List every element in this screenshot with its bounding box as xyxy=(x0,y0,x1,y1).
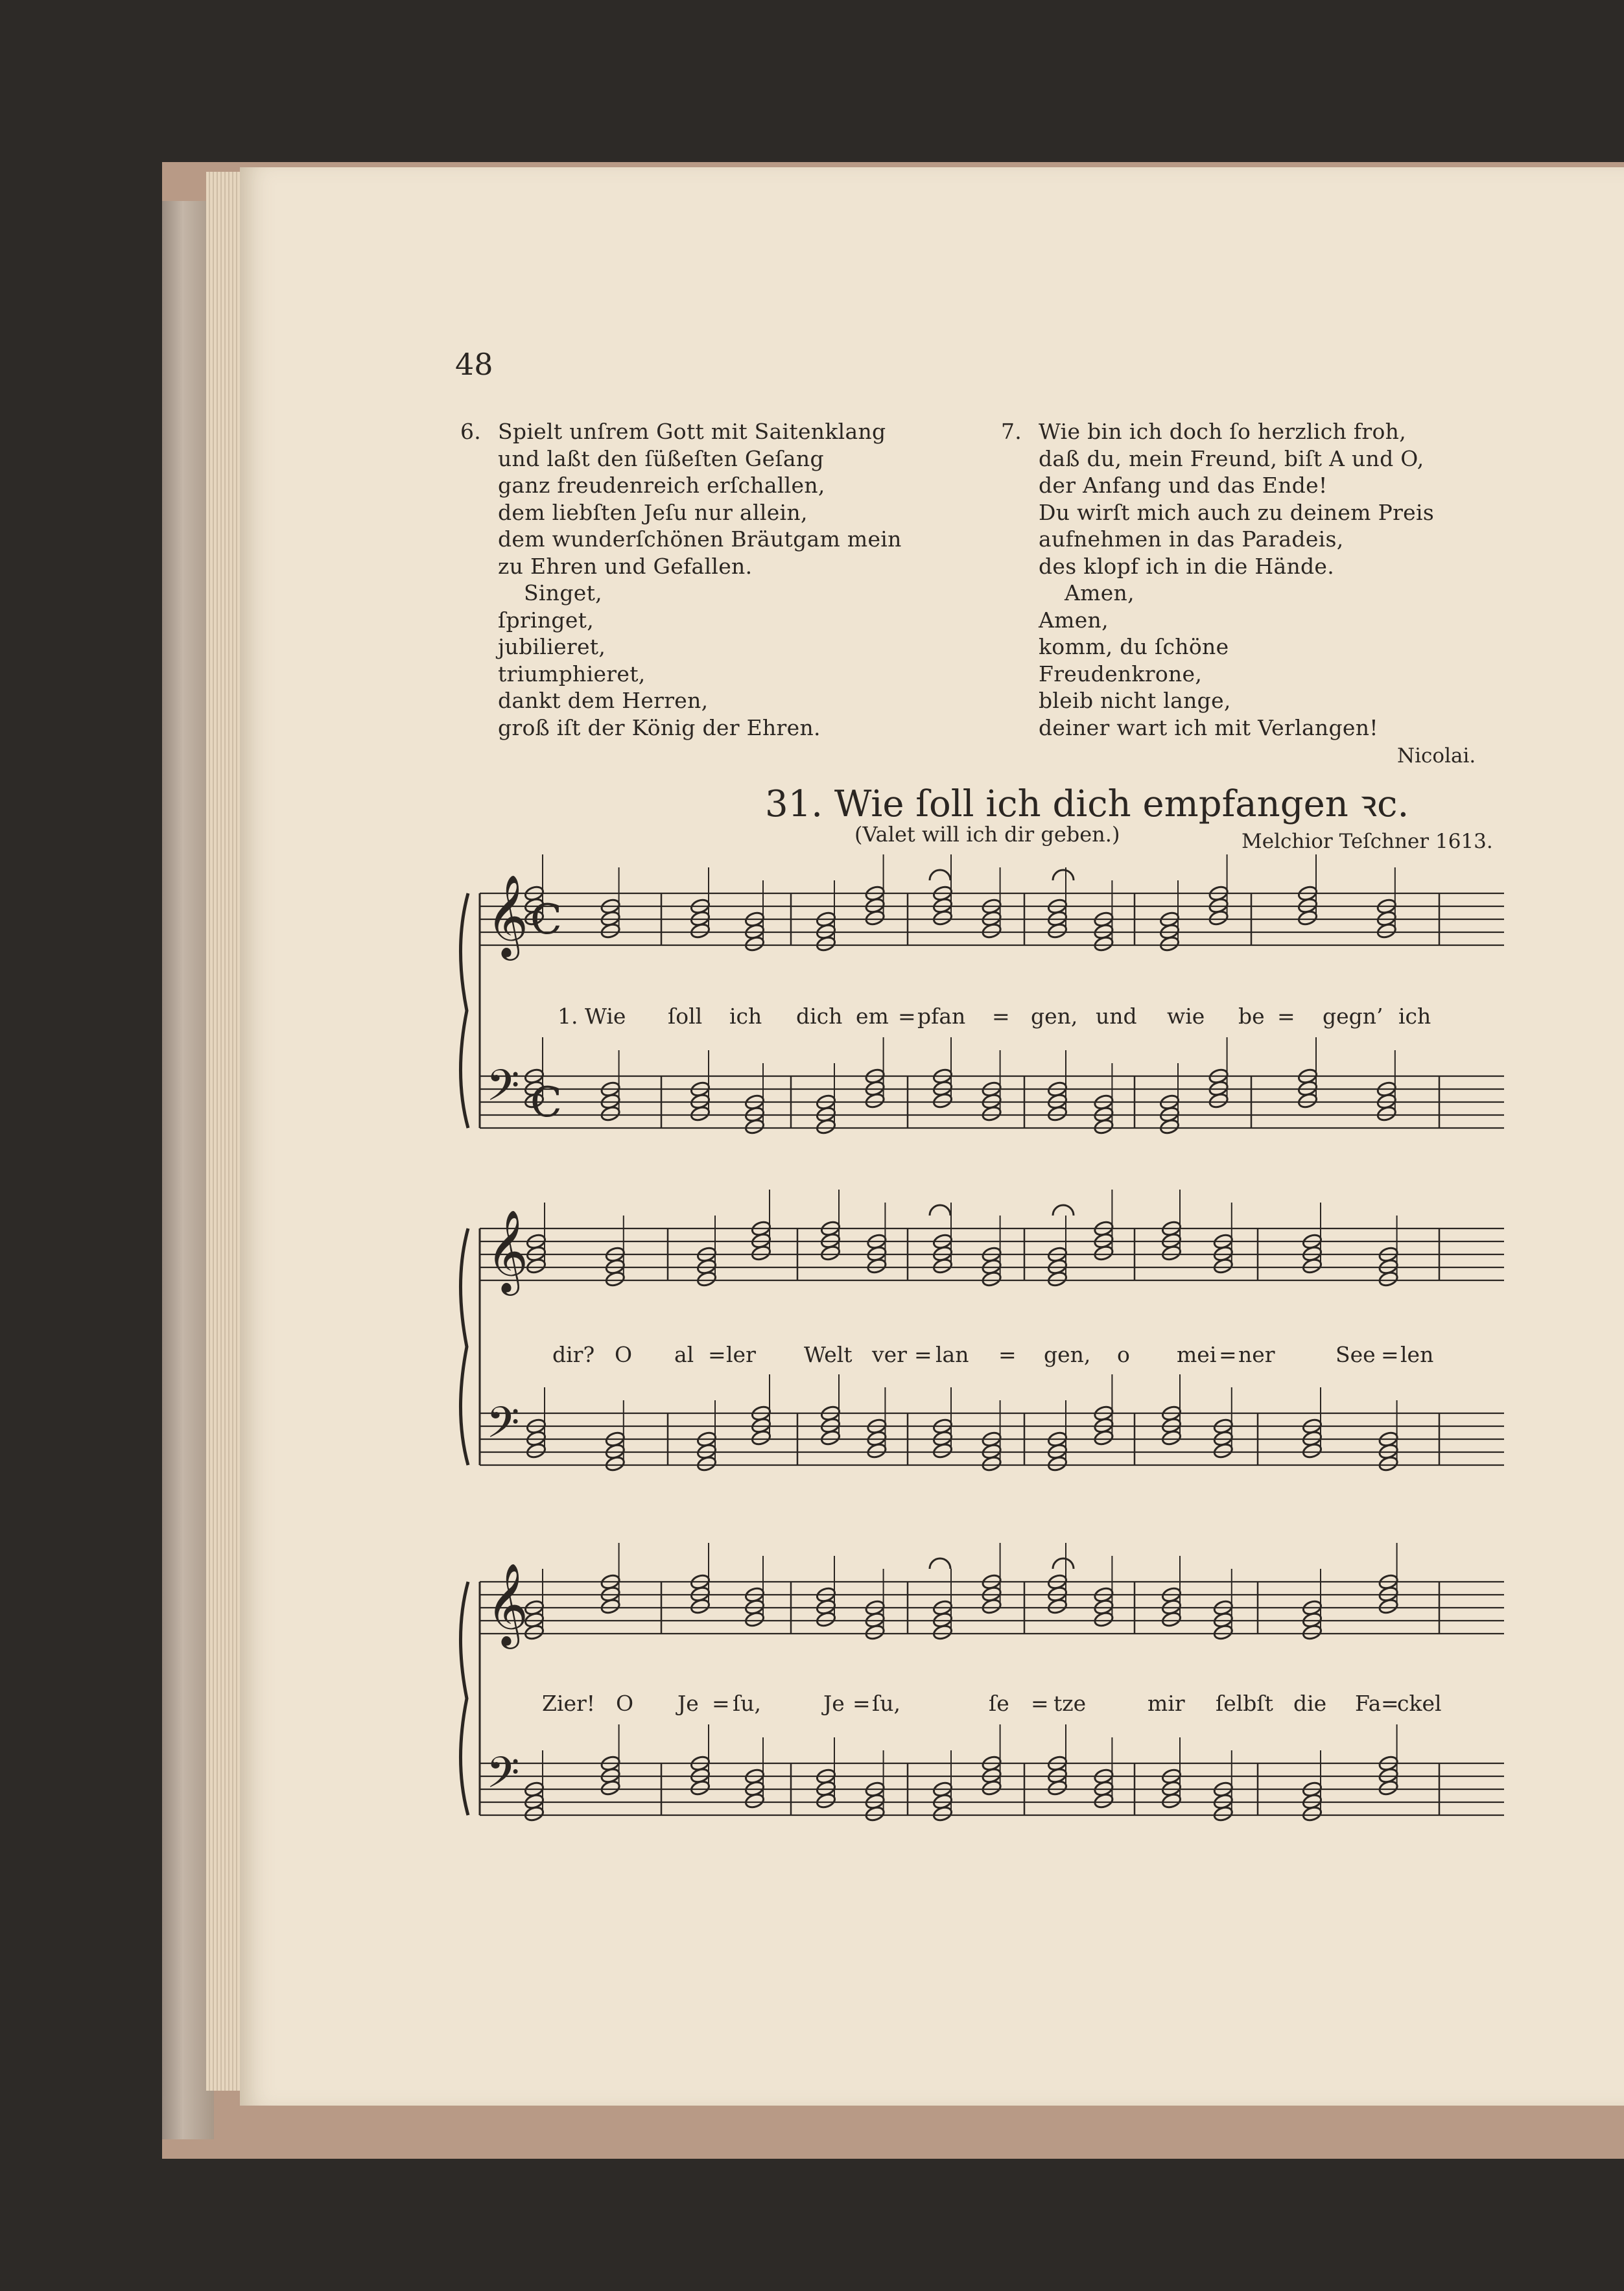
note-head xyxy=(690,1105,711,1122)
lyric-syllable: Fa xyxy=(1355,1691,1382,1716)
lyric-syllable: ner xyxy=(1238,1342,1275,1367)
note-head xyxy=(981,922,1002,939)
note-head xyxy=(1047,1271,1068,1287)
note-head xyxy=(744,1118,765,1135)
verse-line: des klopf ich in die Hände. xyxy=(1039,553,1335,579)
lyric-syllable: = xyxy=(1031,1691,1049,1716)
note-head xyxy=(1378,1780,1398,1796)
music-systems xyxy=(460,854,1504,1822)
lyric-syllable: O xyxy=(616,1691,634,1716)
lyric-syllable: = xyxy=(992,1004,1010,1029)
note-head xyxy=(981,1105,1002,1122)
fermata xyxy=(930,1558,950,1569)
lyric-syllable: tze xyxy=(1053,1691,1087,1716)
note-head xyxy=(1376,1105,1397,1122)
lyric-syllable: dich xyxy=(796,1004,843,1029)
note-head xyxy=(981,1271,1002,1287)
bass-clef: 𝄢 xyxy=(486,1748,520,1808)
hymn-subtitle: (Valet will ich dir geben.) xyxy=(854,822,1120,847)
verse-6 xyxy=(460,418,902,741)
note-head xyxy=(1302,1624,1323,1641)
lyric-syllable: ckel xyxy=(1397,1691,1442,1716)
note-head xyxy=(1047,1105,1068,1122)
verse-line: dem liebſten Jeſu nur allein, xyxy=(498,499,808,525)
note-head xyxy=(864,1805,885,1822)
lyric-syllable: = xyxy=(853,1691,871,1716)
note-head xyxy=(1376,922,1397,939)
note-head xyxy=(866,1258,887,1275)
lyric-syllable: ver xyxy=(872,1342,907,1367)
lyric-syllable: mir xyxy=(1147,1691,1185,1716)
lyric-syllable: pfan xyxy=(917,1004,966,1029)
note-head xyxy=(1297,1092,1318,1109)
verse-line: groß iſt der König der Ehren. xyxy=(498,714,821,740)
lyric-syllable: ich xyxy=(1398,1004,1431,1029)
lyric-syllable: O xyxy=(615,1342,633,1367)
lyric-syllable: und xyxy=(1096,1004,1137,1029)
hymn-title: 31. Wie ſoll ich dich empfangen ꝛc. xyxy=(765,783,1409,825)
lyric-syllable: len xyxy=(1400,1342,1434,1367)
lyric-syllable: ler xyxy=(726,1342,756,1367)
verse-line: daß du, mein Freund, biſt A und O, xyxy=(1039,445,1424,471)
note-head xyxy=(1378,1598,1398,1615)
brace xyxy=(460,893,468,1128)
note-head xyxy=(816,1792,836,1809)
verse-line: Du wirſt mich auch zu deinem Preis xyxy=(1039,499,1435,525)
note-head xyxy=(820,1245,841,1262)
lyric-syllable: Welt xyxy=(804,1342,853,1367)
bass-clef: 𝄢 xyxy=(486,1398,520,1458)
verse-line: Wie bin ich doch ſo herzlich froh, xyxy=(1039,419,1406,444)
verse-7-number: 7. xyxy=(1001,419,1022,444)
lyric-syllable: Je xyxy=(823,1691,845,1716)
verse-line: bleib nicht lange, xyxy=(1039,688,1231,713)
note-head xyxy=(816,935,836,952)
note-head xyxy=(526,1258,547,1275)
verse-line: dankt dem Herren, xyxy=(498,688,709,713)
verse-line: ſpringet, xyxy=(498,607,594,633)
note-head xyxy=(744,1611,765,1628)
note-head xyxy=(1093,1792,1114,1809)
note-head xyxy=(1047,1780,1068,1796)
note-head xyxy=(932,1442,953,1459)
note-head xyxy=(932,1805,953,1822)
common-time: C xyxy=(530,896,562,944)
lyric-syllable: = xyxy=(914,1342,932,1367)
note-head xyxy=(690,1780,711,1796)
note-head xyxy=(1378,1271,1398,1287)
bass-clef: 𝄢 xyxy=(486,1061,520,1121)
treble-clef: 𝄞 xyxy=(486,874,529,957)
note-head xyxy=(605,1455,626,1472)
lyric-syllable: = xyxy=(708,1342,726,1367)
note-head xyxy=(932,1092,953,1109)
lyric-syllable: die xyxy=(1293,1691,1327,1716)
note-head xyxy=(1213,1442,1234,1459)
note-head xyxy=(981,1598,1002,1615)
lyric-syllable: o xyxy=(1117,1342,1130,1367)
note-head xyxy=(1093,1611,1114,1628)
note-head xyxy=(1213,1258,1234,1275)
verse-line: ganz freudenreich erſchallen, xyxy=(498,473,825,498)
brace xyxy=(460,1228,468,1465)
verse-line: komm, du ſchöne xyxy=(1039,634,1229,659)
note-head xyxy=(526,1442,547,1459)
note-head xyxy=(1161,1792,1182,1809)
lyric-syllable: gen, xyxy=(1031,1004,1078,1029)
fermata xyxy=(1053,1205,1074,1216)
note-head xyxy=(744,1792,765,1809)
note-head xyxy=(1378,1455,1398,1472)
treble-clef: 𝄞 xyxy=(486,1209,529,1292)
verse-7 xyxy=(1001,418,1435,741)
note-head xyxy=(820,1429,841,1446)
verse-line: zu Ehren und Gefallen. xyxy=(498,553,753,579)
note-head xyxy=(600,922,620,939)
note-head xyxy=(1297,910,1318,926)
verse-line: der Anfang und das Ende! xyxy=(1039,473,1328,498)
note-head xyxy=(751,1429,771,1446)
note-head xyxy=(1047,1598,1068,1615)
lyrics-line-2 xyxy=(538,1342,1498,1370)
verse-line: dem wunderſchönen Bräutgam mein xyxy=(498,526,902,552)
verse-author: Nicolai. xyxy=(1397,744,1476,768)
lyric-syllable: ſelbſt xyxy=(1216,1691,1273,1716)
note-head xyxy=(1159,935,1180,952)
verse-line: deiner wart ich mit Verlangen! xyxy=(1039,714,1378,740)
lyrics-line-3 xyxy=(538,1691,1498,1719)
note-head xyxy=(816,1611,836,1628)
lyric-syllable: be xyxy=(1238,1004,1265,1029)
fermata xyxy=(930,870,950,880)
lyric-syllable: mei xyxy=(1177,1342,1217,1367)
note-head xyxy=(1302,1258,1323,1275)
page-number: 48 xyxy=(455,347,493,382)
page-edges xyxy=(206,172,245,2091)
note-head xyxy=(1213,1805,1234,1822)
lyric-syllable: = xyxy=(1277,1004,1295,1029)
note-head xyxy=(524,1805,545,1822)
note-head xyxy=(1302,1442,1323,1459)
note-head xyxy=(1093,935,1114,952)
common-time: C xyxy=(530,1079,562,1127)
lyrics-line-1 xyxy=(538,1004,1498,1032)
note-head xyxy=(1159,1118,1180,1135)
verse-line: Amen, xyxy=(1065,580,1135,605)
note-head xyxy=(690,1598,711,1615)
note-head xyxy=(864,1624,885,1641)
lyric-syllable: em xyxy=(856,1004,889,1029)
fermata xyxy=(1053,1558,1074,1569)
note-head xyxy=(1208,1092,1229,1109)
note-head xyxy=(864,910,885,926)
lyric-syllable: See xyxy=(1336,1342,1376,1367)
lyric-syllable: 1. Wie xyxy=(558,1004,626,1029)
treble-clef: 𝄞 xyxy=(486,1562,529,1645)
note-head xyxy=(600,1780,620,1796)
lyric-syllable: wie xyxy=(1167,1004,1205,1029)
lyric-syllable: ſu, xyxy=(872,1691,900,1716)
lyric-syllable: ich xyxy=(729,1004,762,1029)
note-head xyxy=(1161,1429,1182,1446)
note-head xyxy=(690,922,711,939)
note-head xyxy=(1093,1429,1114,1446)
verse-line: Freudenkrone, xyxy=(1039,661,1203,687)
note-head xyxy=(600,1105,620,1122)
note-head xyxy=(1302,1805,1323,1822)
lyric-syllable: Je xyxy=(677,1691,699,1716)
lyric-syllable: ſoll xyxy=(668,1004,703,1029)
note-head xyxy=(1208,910,1229,926)
lyric-syllable: Zier! xyxy=(542,1691,596,1716)
lyric-syllable: lan xyxy=(936,1342,969,1367)
note-head xyxy=(751,1245,771,1262)
note-head xyxy=(981,1455,1002,1472)
verse-6-number: 6. xyxy=(460,419,482,444)
note-head xyxy=(981,1780,1002,1796)
verse-line: jubilieret, xyxy=(498,634,606,659)
note-head xyxy=(1161,1611,1182,1628)
lyric-syllable: al xyxy=(674,1342,694,1367)
verse-line: Amen, xyxy=(1039,607,1109,633)
verse-line: aufnehmen in das Paradeis, xyxy=(1039,526,1344,552)
note-head xyxy=(864,1092,885,1109)
note-head xyxy=(1047,1455,1068,1472)
lyric-syllable: = xyxy=(712,1691,730,1716)
note-head xyxy=(932,1624,953,1641)
note-head xyxy=(932,1258,953,1275)
lyric-syllable: ſu, xyxy=(733,1691,761,1716)
lyric-syllable: = xyxy=(1381,1342,1399,1367)
note-head xyxy=(744,935,765,952)
verse-line: Singet, xyxy=(524,580,602,605)
fermata xyxy=(1053,870,1074,880)
note-head xyxy=(866,1442,887,1459)
note-head xyxy=(1047,922,1068,939)
lyric-syllable: = xyxy=(1219,1342,1237,1367)
note-head xyxy=(1093,1245,1114,1262)
lyric-syllable: ſe xyxy=(989,1691,1009,1716)
verse-line: Spielt unſrem Gott mit Saitenklang xyxy=(498,419,886,444)
hymn-composer: Melchior Teſchner 1613. xyxy=(1242,830,1493,853)
lyric-syllable: gen, xyxy=(1044,1342,1091,1367)
note-head xyxy=(1213,1624,1234,1641)
verse-line: und laßt den ſüßeſten Geſang xyxy=(498,445,824,471)
lyric-syllable: = xyxy=(998,1342,1017,1367)
brace xyxy=(460,1582,468,1815)
lyric-syllable: gegn’ xyxy=(1323,1004,1383,1029)
note-head xyxy=(600,1598,620,1615)
note-head xyxy=(1161,1245,1182,1262)
note-head xyxy=(816,1118,836,1135)
verse-line: triumphieret, xyxy=(498,661,646,687)
note-head xyxy=(932,910,953,926)
fermata xyxy=(930,1205,950,1216)
note-head xyxy=(1093,1118,1114,1135)
note-head xyxy=(696,1455,717,1472)
lyric-syllable: dir? xyxy=(552,1342,595,1367)
note-head xyxy=(605,1271,626,1287)
lyric-syllable: = xyxy=(898,1004,916,1029)
note-head xyxy=(696,1271,717,1287)
lyric-syllable: = xyxy=(1381,1691,1399,1716)
